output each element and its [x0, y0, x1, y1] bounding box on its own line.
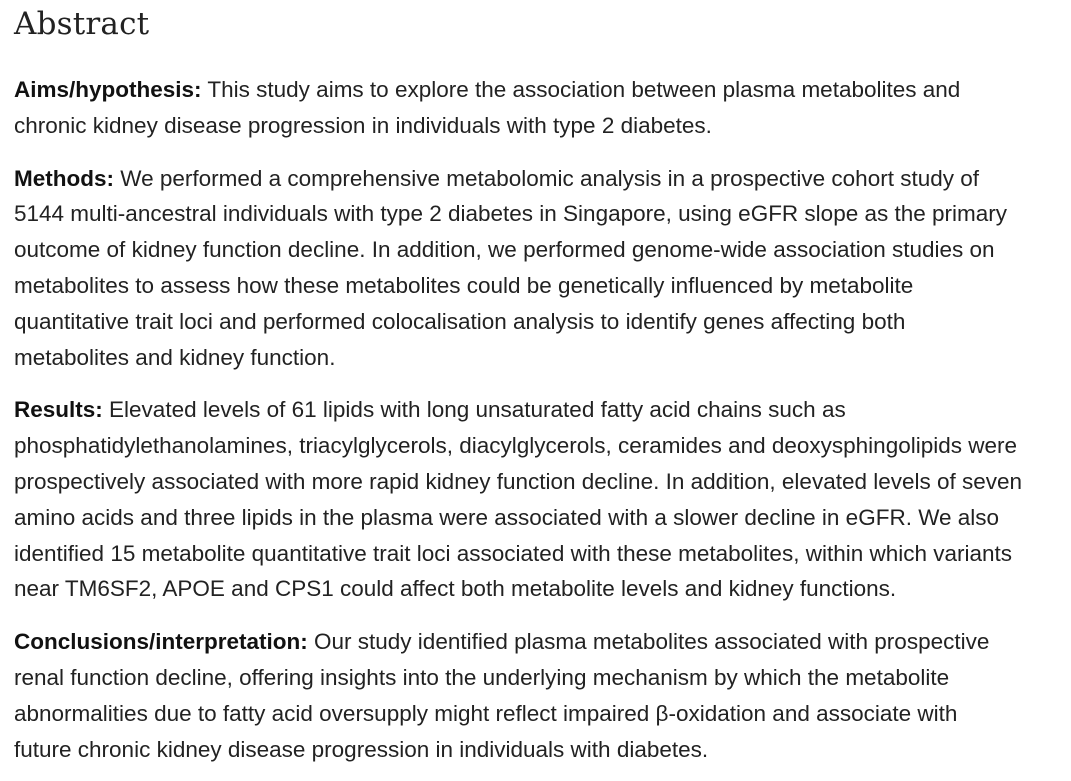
- section-line: identified 15 metabolite quantitative trait loci associated with these metabolites, within which variants: [14, 540, 1013, 566]
- section-line: [14, 161, 1071, 197]
- section-text: We performed a comprehensive metabolomic analysis in a prospective cohort study of: [114, 165, 979, 191]
- section-line: chronic kidney disease progression in individuals with type 2 diabetes.: [14, 112, 712, 138]
- abstract-section-conclusions: [14, 624, 1071, 767]
- abstract-section-aims: [14, 72, 1071, 144]
- section-line: 5144 multi-ancestral individuals with type 2 diabetes in Singapore, using eGFR slope as the primary: [14, 201, 1008, 227]
- section-line: [14, 624, 1071, 660]
- section-text: Elevated levels of 61 lipids with long unsaturated fatty acid chains such as: [102, 397, 846, 423]
- section-line: [14, 392, 1071, 428]
- section-line: quantitative trait loci and performed colocalisation analysis to identify genes affecting both: [14, 308, 906, 334]
- section-line: abnormalities due to fatty acid oversupply might reflect impaired β-oxidation and associate with: [14, 700, 958, 726]
- section-line: future chronic kidney disease progression in individuals with diabetes.: [14, 736, 709, 762]
- section-line: prospectively associated with more rapid kidney function decline. In addition, elevated levels of seven: [14, 468, 1023, 494]
- section-line: renal function decline, offering insights into the underlying mechanism by which the metabolite: [14, 664, 950, 690]
- abstract-section-methods: [14, 161, 1071, 376]
- section-text: This study aims to explore the association between plasma metabolites and: [201, 77, 961, 102]
- section-line: [14, 72, 1071, 108]
- section-line: metabolites and kidney function.: [14, 344, 336, 370]
- abstract: [14, 0, 1071, 767]
- section-label: Aims/hypothesis:: [14, 77, 202, 102]
- abstract-section-results: [14, 392, 1071, 607]
- section-label: Conclusions/interpretation:: [14, 629, 308, 655]
- section-line: metabolites to assess how these metabolites could be genetically influenced by metabolite: [14, 272, 914, 298]
- section-line: near TM6SF2, APOE and CPS1 could affect both metabolite levels and kidney functions.: [14, 576, 897, 602]
- section-line: outcome of kidney function decline. In addition, we performed genome-wide association studies on: [14, 237, 995, 263]
- abstract-heading: Abstract: [14, 6, 150, 42]
- section-text: Our study identified plasma metabolites associated with prospective: [307, 629, 990, 655]
- section-line: phosphatidylethanolamines, triacylglycerols, diacylglycerols, ceramides and deoxysphingolipids were: [14, 433, 1018, 459]
- section-label: Methods:: [14, 165, 114, 191]
- section-label: Results:: [14, 397, 103, 423]
- section-line: amino acids and three lipids in the plasma were associated with a slower decline in eGFR. We also: [14, 504, 1000, 530]
